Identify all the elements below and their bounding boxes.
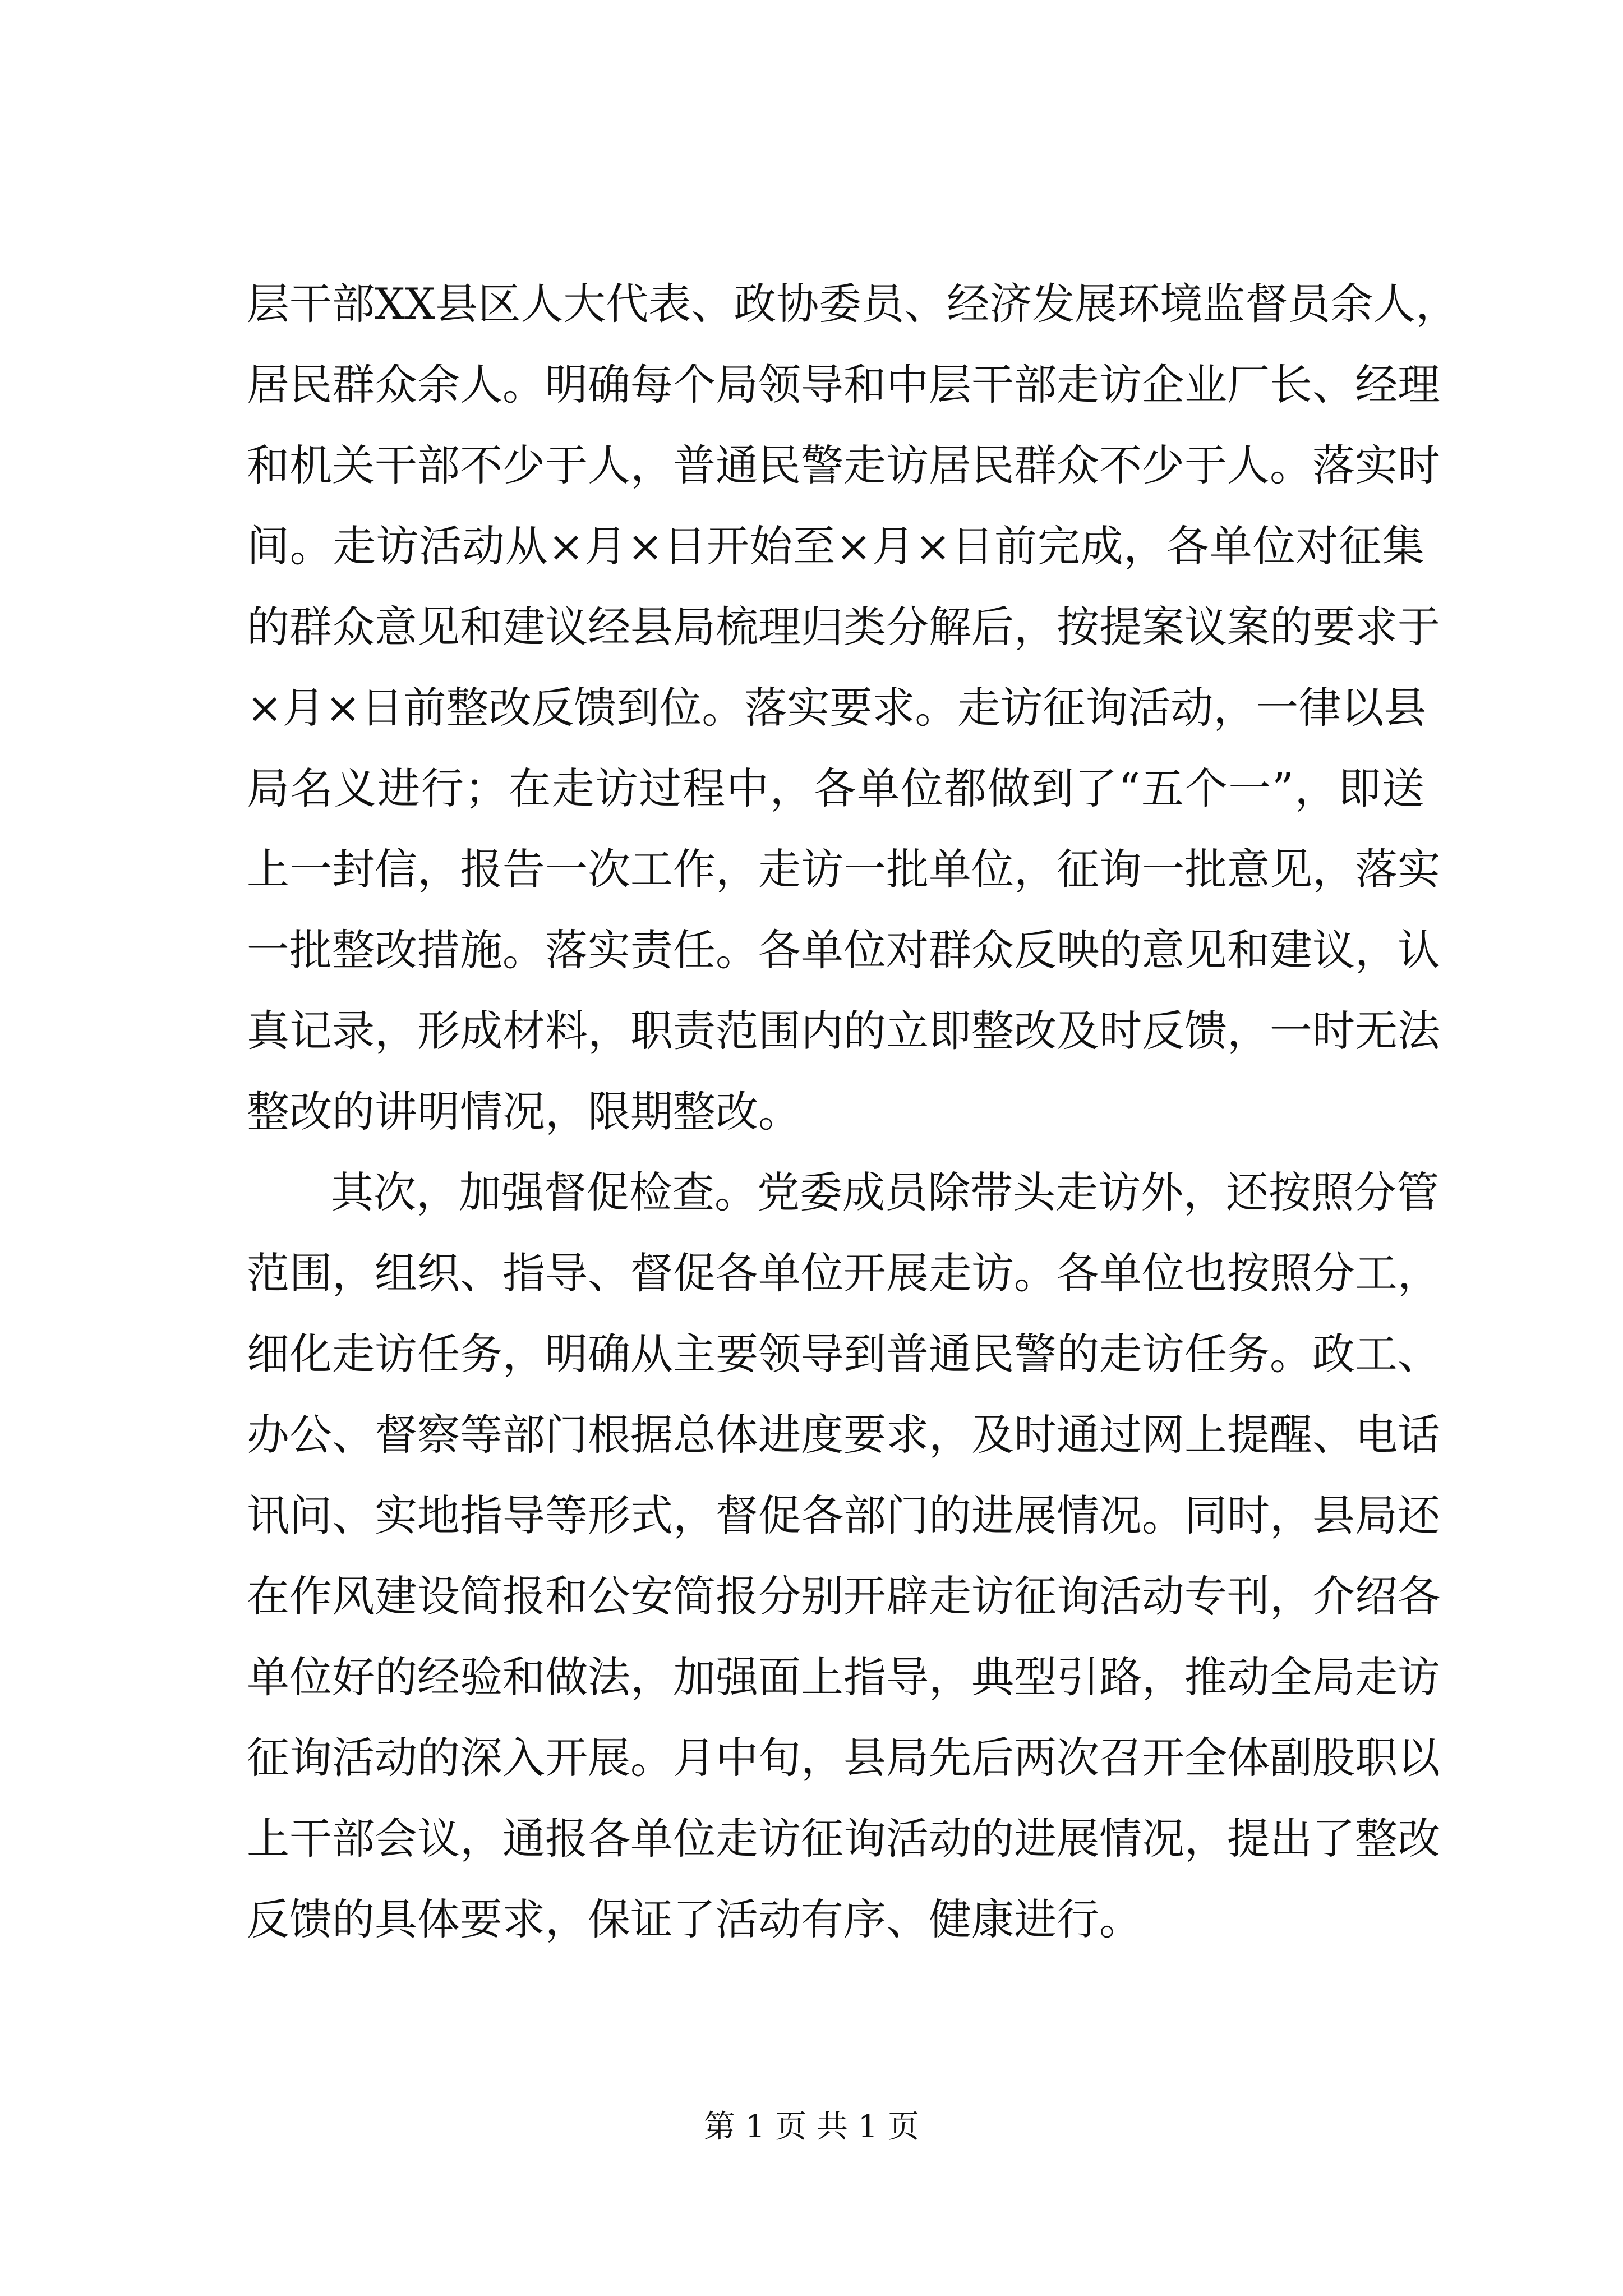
text-line: 征询活动的深入开展。月中旬，县局先后两次召开全体副股职以 xyxy=(247,1733,1440,1783)
text-line: 在作风建设简报和公安简报分别开辟走访征询活动专刊，介绍各 xyxy=(247,1571,1440,1621)
text-line: 局名义进行；在走访过程中，各单位都做到了“五个一”，即送 xyxy=(247,763,1424,813)
text-line: ×月×日前整改反馈到位。落实要求。走访征询活动，一律以县 xyxy=(247,683,1427,733)
text-line: 单位好的经验和做法，加强面上指导，典型引路，推动全局走访 xyxy=(247,1652,1440,1702)
text-line: 讯问、实地指导等形式，督促各部门的进展情况。同时，县局还 xyxy=(247,1490,1440,1540)
text-line: 一批整改措施。落实责任。各单位对群众反映的意见和建议，认 xyxy=(247,925,1440,975)
text-line: 整改的讲明情况，限期整改。 xyxy=(247,1087,801,1137)
text-line: 居民群众余人。明确每个局领导和中层干部走访企业厂长、经理 xyxy=(247,360,1440,409)
text-line: 细化走访任务，明确从主要领导到普通民警的走访任务。政工、 xyxy=(247,1329,1440,1379)
text-line: 办公、督察等部门根据总体进度要求，及时通过网上提醒、电话 xyxy=(247,1410,1440,1460)
paragraph-1 xyxy=(247,264,1459,1152)
text-line: 层干部XX县区人大代表、政协委员、经济发展环境监督员余人， xyxy=(247,279,1459,329)
text-line: 上干部会议，通报各单位走访征询活动的进展情况，提出了整改 xyxy=(247,1814,1440,1864)
text-line: 真记录，形成材料，职责范围内的立即整改及时反馈，一时无法 xyxy=(247,1006,1440,1056)
page-number-footer: 第 1 页 共 1 页 xyxy=(703,2109,920,2145)
text-line: 反馈的具体要求，保证了活动有序、健康进行。 xyxy=(247,1894,1142,1944)
text-line: 和机关干部不少于人，普通民警走访居民群众不少于人。落实时 xyxy=(247,440,1440,490)
text-line: 的群众意见和建议经县局梳理归类分解后，按提案议案的要求于 xyxy=(247,602,1440,652)
document-body xyxy=(247,264,1459,1960)
text-line: 间。走访活动从×月×日开始至×月×日前完成，各单位对征集 xyxy=(247,521,1424,571)
paragraph-2 xyxy=(247,1152,1440,1960)
text-line: 范围，组织、指导、督促各单位开展走访。各单位也按照分工， xyxy=(247,1248,1440,1298)
text-line: 其次，加强督促检查。党委成员除带头走访外，还按照分管 xyxy=(331,1167,1439,1217)
text-line: 上一封信，报告一次工作，走访一批单位，征询一批意见，落实 xyxy=(247,844,1440,894)
